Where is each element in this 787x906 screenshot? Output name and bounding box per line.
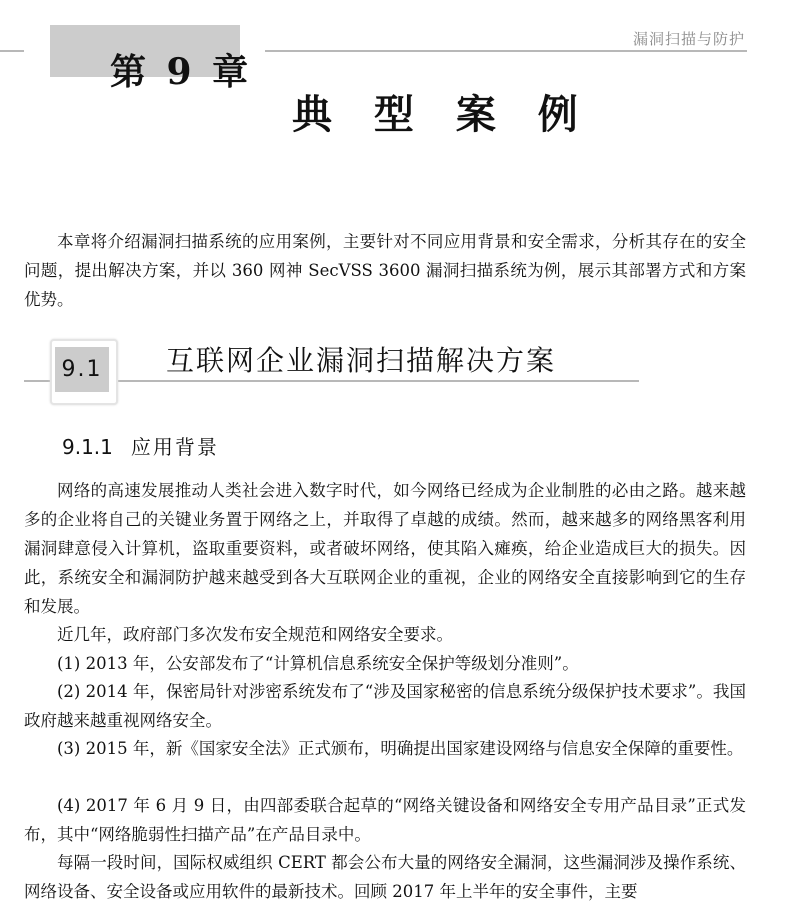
section-number: 9.1 [55, 347, 109, 392]
subsection-heading [62, 433, 219, 461]
subsection-title: 应用背景 [130, 435, 219, 459]
section-rule-right [118, 380, 639, 382]
body-paragraph: 每隔一段时间，国际权威组织 CERT 都会公布大量的网络安全漏洞，这些漏洞涉及操作系统、网络设备、安全设备或应用软件的最新技术。回顾 2017 年上半年的安全事件，主要 [24, 853, 746, 901]
body-paragraph: 近几年，政府部门多次发布安全规范和网络安全要求。 [57, 625, 453, 644]
section-title: 互联网企业漏洞扫描解决方案 [166, 344, 557, 377]
body-paragraph: 网络的高速发展推动人类社会进入数字时代，如今网络已经成为企业制胜的必由之路。越来越多的企业将自己的关键业务置于网络之上，并取得了卓越的成绩。然而，越来越多的网络黑客利用漏洞肆意侵入计算机，盗取重要资料，或者破坏网络，使其陷入瘫痪，给企业造成巨大的损失。因此，系统安全和漏洞防护越来越受到各大互联网企业的重视，企业的网络安全直接影响到它的生存和发展。 [24, 481, 746, 616]
header-rule-left [0, 50, 24, 52]
list-item-4: (4) 2017 年 6 月 9 日，由四部委联合起草的“网络关键设备和网络安全专用产品目录”正式发布，其中“网络脆弱性扫描产品”在产品目录中。 [24, 796, 746, 844]
subsection-number: 9.1.1 [62, 435, 113, 459]
list-item-1: (1) 2013 年，公安部发布了“计算机信息系统安全保护等级划分准则”。 [57, 654, 579, 673]
running-head: 漏洞扫描与防护 [632, 30, 745, 48]
intro-paragraph: 本章将介绍漏洞扫描系统的应用案例，主要针对不同应用背景和安全需求，分析其存在的安全问题，提出解决方案，并以 360 网神 SecVSS 3600 漏洞扫描系统为例，展示其部署方式和方案优势。 [24, 232, 746, 309]
header-rule-right [265, 50, 747, 52]
list-item-2: (2) 2014 年，保密局针对涉密系统发布了“涉及国家秘密的信息系统分级保护技术要求”。我国政府越来越重视网络安全。 [24, 682, 746, 730]
chapter-title: 典 型 案 例 [292, 91, 592, 138]
list-item-3: (3) 2015 年，新《国家安全法》正式颁布，明确提出国家建设网络与信息安全保障的重要性。 [57, 739, 744, 758]
chapter-label: 第 9 章 [110, 51, 253, 93]
section-rule-left [24, 380, 50, 382]
